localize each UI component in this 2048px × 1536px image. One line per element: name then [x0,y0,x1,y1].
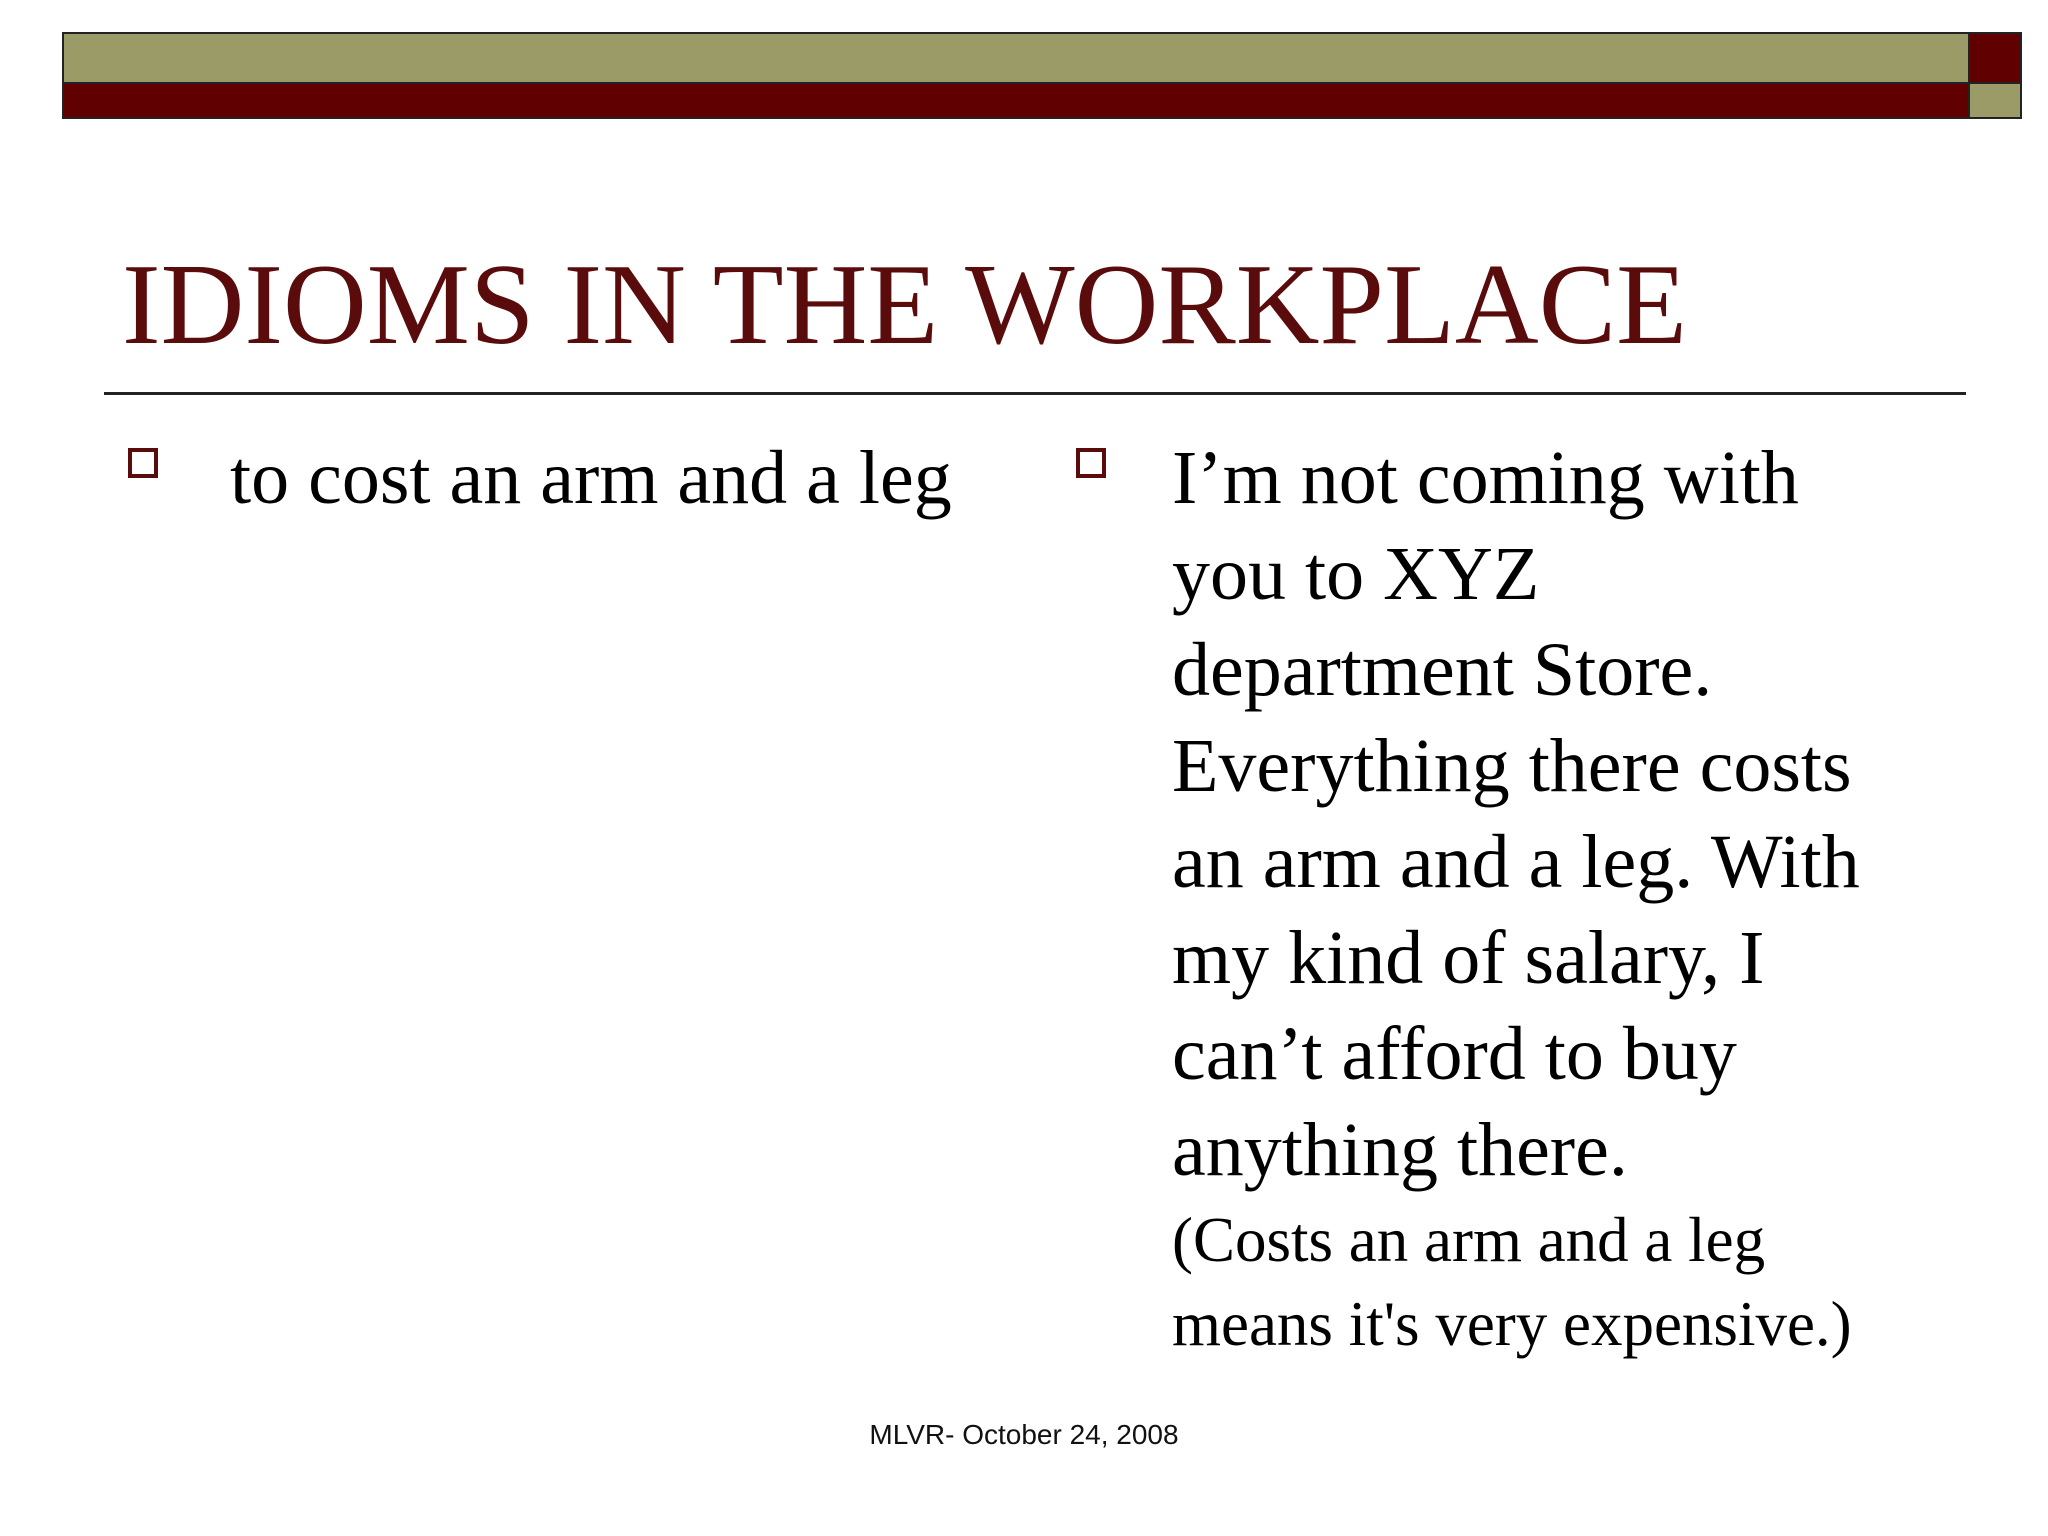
left-bullet-text: to cost an arm and a leg [230,436,952,520]
title-divider [104,392,1966,395]
right-bullet-line: an arm and a leg. With [1172,820,1860,904]
header-band [62,32,2022,120]
right-bullet-line: my kind of salary, I [1172,916,1765,1000]
right-bullet-line: can’t afford to buy [1172,1012,1737,1096]
right-bullet-line: you to XYZ [1172,532,1540,616]
right-bullet-line: anything there. [1172,1108,1628,1192]
right-bullet-text [1172,430,1992,1198]
header-corner-olive-square [1970,84,2022,119]
slide-footer: MLVR- October 24, 2008 [869,1419,1179,1450]
right-bullet-line: department Store. [1172,628,1713,712]
note-line: (Costs an arm and a leg [1172,1205,1766,1275]
header-band-maroon-stripe [62,84,1970,119]
header-corner-maroon-square [1970,32,2022,84]
slide-title: IDIOMS IN THE WORKPLACE [122,241,1687,369]
header-band-olive-stripe [62,32,1970,84]
right-bullet-line: Everything there costs [1172,724,1852,808]
idiom-definition-note [1172,1198,1992,1366]
left-bullet-icon [128,448,158,478]
right-bullet-icon [1076,448,1106,478]
note-line: means it's very expensive.) [1172,1289,1852,1359]
right-bullet-line: I’m not coming with [1172,436,1799,520]
